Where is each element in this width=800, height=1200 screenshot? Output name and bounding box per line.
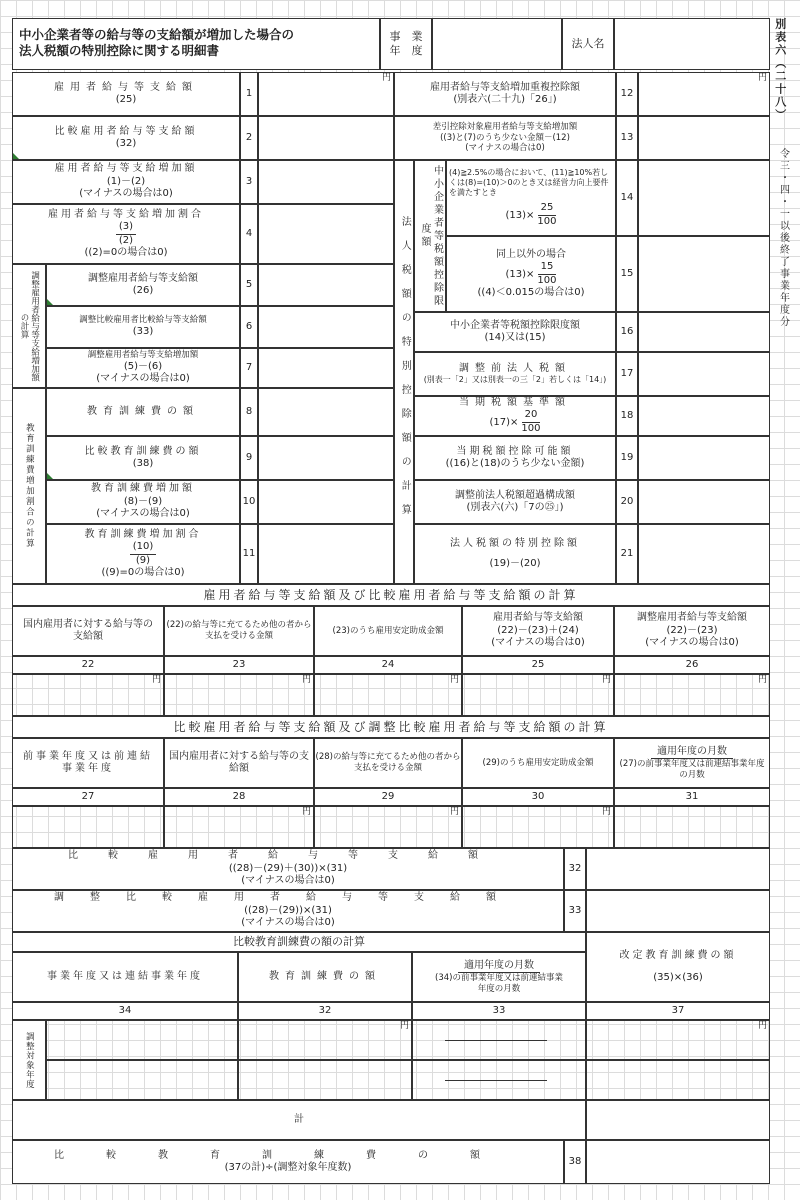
row-9-num: 9 bbox=[240, 436, 258, 480]
row-33-label: 調整比較雇用者給与等支給額 ((28)－(29))×(31) (マイナスの場合は0) bbox=[12, 890, 564, 932]
sec3-col-33-label: 適用年度の月数 (34)の前事業年度又は前連結事業年度の月数 bbox=[412, 952, 586, 1002]
adjust-year-1-edu[interactable]: 円 bbox=[238, 1020, 412, 1060]
sec2-col-29-label: (28)の給与等に充てるため他の者から支払を受ける金額 bbox=[314, 738, 462, 788]
row-1-label: 雇用者給与等支給額 (25) bbox=[12, 72, 240, 116]
row-32-num: 32 bbox=[564, 848, 586, 890]
row-18-num: 18 bbox=[616, 396, 638, 436]
row-8-num: 8 bbox=[240, 388, 258, 436]
sec1-col-23-label: (22)の給与等に充てるため他の者から支払を受ける金額 bbox=[164, 606, 314, 656]
row-11-field[interactable] bbox=[258, 524, 394, 584]
row-21-num: 21 bbox=[616, 524, 638, 584]
row-5-label: 調整雇用者給与等支給額 (26) bbox=[46, 264, 240, 306]
title-line-1: 中小企業者等の給与等の支給額が増加した場合の bbox=[19, 27, 295, 42]
sec3-col-32-label: 教育訓練費の額 bbox=[238, 952, 412, 1002]
row-15-num: 15 bbox=[616, 236, 638, 312]
row-1-num: 1 bbox=[240, 72, 258, 116]
sec3-title: 比較教育訓練費の額の計算 bbox=[12, 932, 586, 952]
row-7-label: 調整雇用者給与等支給増加額 (5)－(6) (マイナスの場合は0) bbox=[46, 348, 240, 388]
edu-group-label: 教育訓練費増加割合の計算 bbox=[12, 388, 46, 584]
corp-name-label: 法人名 bbox=[562, 18, 614, 70]
sec1-field-23[interactable]: 円 bbox=[164, 674, 314, 716]
adjust-year-2-period[interactable] bbox=[46, 1060, 238, 1100]
sec1-col-25-label: 雇用者給与等支給額 (22)－(23)＋(24) (マイナスの場合は0) bbox=[462, 606, 614, 656]
row-38-field[interactable] bbox=[586, 1140, 770, 1184]
row-14-field[interactable] bbox=[638, 160, 770, 236]
row-19-num: 19 bbox=[616, 436, 638, 480]
row-10-num: 10 bbox=[240, 480, 258, 524]
sme-limit-group-label: 中小企業者等税額控除限度額 bbox=[414, 160, 446, 312]
sec2-col-27-label: 前事業年度又は前連結事業年度 bbox=[12, 738, 164, 788]
sec1-field-25[interactable]: 円 bbox=[462, 674, 614, 716]
adjust-year-1-revised[interactable]: 円 bbox=[586, 1020, 770, 1060]
row-3-label: 雇用者給与等支給増加額 (1)－(2) (マイナスの場合は0) bbox=[12, 160, 240, 204]
row-18-label: 当期税額基準額 (17)× $\frac{20}{100}$ bbox=[414, 396, 616, 436]
sec2-num-30: 30 bbox=[462, 788, 614, 806]
adjust-year-2-months[interactable] bbox=[412, 1060, 586, 1100]
row-2-num: 2 bbox=[240, 116, 258, 160]
corp-name-field[interactable] bbox=[614, 18, 770, 70]
business-year-field[interactable] bbox=[432, 18, 562, 70]
sec2-col-30-label: (29)のうち雇用安定助成金額 bbox=[462, 738, 614, 788]
sec2-field-30[interactable]: 円 bbox=[462, 806, 614, 848]
sec3-num-32: 32 bbox=[238, 1002, 412, 1020]
row-9-label: 比較教育訓練費の額 (38) bbox=[46, 436, 240, 480]
row-20-field[interactable] bbox=[638, 480, 770, 524]
row-12-field[interactable]: 円 bbox=[638, 72, 770, 116]
row-8-label: 教育訓練費の額 bbox=[46, 388, 240, 436]
sec2-num-29: 29 bbox=[314, 788, 462, 806]
sec1-field-22[interactable]: 円 bbox=[12, 674, 164, 716]
row-3-field[interactable] bbox=[258, 160, 394, 204]
row-4-label: 雇用者給与等支給増加割合 $\frac{(3)}{(2)}$ ((2)=0の場合は0) bbox=[12, 204, 240, 264]
row-32-field[interactable] bbox=[586, 848, 770, 890]
row-20-num: 20 bbox=[616, 480, 638, 524]
sec1-col-24-label: (23)のうち雇用安定助成金額 bbox=[314, 606, 462, 656]
row-3-num: 3 bbox=[240, 160, 258, 204]
row-11-num: 11 bbox=[240, 524, 258, 584]
row-13-num: 13 bbox=[616, 116, 638, 160]
applies-label: 令三・四・一以後終了事業年度分 bbox=[777, 148, 789, 328]
row-16-label: 中小企業者等税額控除限度額 (14)又は(15) bbox=[414, 312, 616, 352]
title-line-2: 法人税額の特別控除に関する明細書 bbox=[19, 42, 220, 58]
row-20-label: 調整前法人税額超過構成額 (別表六(六)「7の㉕」) bbox=[414, 480, 616, 524]
sec3-num-34: 34 bbox=[12, 1002, 238, 1020]
row-1-field[interactable]: 円 bbox=[258, 72, 394, 116]
row-33-num: 33 bbox=[564, 890, 586, 932]
sec2-col-28-label: 国内雇用者に対する給与等の支給額 bbox=[164, 738, 314, 788]
row-21-label: 法人税額の特別控除額 (19)－(20) bbox=[414, 524, 616, 584]
sec1-title: 雇用者給与等支給額及び比較雇用者給与等支給額の計算 bbox=[12, 584, 770, 606]
business-year-label: 事 業 年 度 bbox=[380, 18, 432, 70]
sec2-field-28[interactable]: 円 bbox=[164, 806, 314, 848]
row-17-field[interactable] bbox=[638, 352, 770, 396]
row-12-num: 12 bbox=[616, 72, 638, 116]
row-5-field[interactable] bbox=[258, 264, 394, 306]
row-15-label: 同上以外の場合 (13)× $\frac{15}{100}$ ((4)＜0.015の場合は0) bbox=[446, 236, 616, 312]
sec2-field-27[interactable] bbox=[12, 806, 164, 848]
total-label: 計 bbox=[12, 1100, 586, 1140]
row-10-field[interactable] bbox=[258, 480, 394, 524]
row-16-field[interactable] bbox=[638, 312, 770, 352]
row-7-field[interactable] bbox=[258, 348, 394, 388]
adjust-year-2-revised[interactable] bbox=[586, 1060, 770, 1100]
sec1-num-26: 26 bbox=[614, 656, 770, 674]
row-13-field[interactable] bbox=[638, 116, 770, 160]
sec1-field-24[interactable]: 円 bbox=[314, 674, 462, 716]
sec3-num-37: 37 bbox=[586, 1002, 770, 1020]
total-field[interactable] bbox=[586, 1100, 770, 1140]
row-6-label: 調整比較雇用者比較給与等支給額 (33) bbox=[46, 306, 240, 348]
row-10-label: 教育訓練費増加額 (8)－(9) (マイナスの場合は0) bbox=[46, 480, 240, 524]
row-5-num: 5 bbox=[240, 264, 258, 306]
row-14-num: 14 bbox=[616, 160, 638, 236]
row-17-label: 調整前法人税額 (別表一「2」又は別表一の三「2」若しくは「14」) bbox=[414, 352, 616, 396]
row-14-label: (4)≧2.5%の場合において、(11)≧10%若しくは(8)=(10)＞0のとき又は経営力向上要件を満たすとき (13)× $\frac{25}{100}$ bbox=[446, 160, 616, 236]
row-8-field[interactable] bbox=[258, 388, 394, 436]
adjust-year-2-edu[interactable] bbox=[238, 1060, 412, 1100]
row-15-field[interactable] bbox=[638, 236, 770, 312]
row-12-label: 雇用者給与等支給増加重複控除額 (別表六(二十九)「26」) bbox=[394, 72, 616, 116]
sec1-col-26-label: 調整雇用者給与等支給額 (22)－(23) (マイナスの場合は0) bbox=[614, 606, 770, 656]
adjust-year-1-months[interactable] bbox=[412, 1020, 586, 1060]
form-title bbox=[12, 18, 380, 70]
sec2-num-27: 27 bbox=[12, 788, 164, 806]
row-2-field[interactable] bbox=[258, 116, 394, 160]
row-19-label: 当期税額控除可能額 ((16)と(18)のうち少ない金額) bbox=[414, 436, 616, 480]
row-33-field[interactable] bbox=[586, 890, 770, 932]
sec1-num-23: 23 bbox=[164, 656, 314, 674]
sec3-col-34-label: 事業年度又は連結事業年度 bbox=[12, 952, 238, 1002]
sec2-field-29[interactable]: 円 bbox=[314, 806, 462, 848]
row-6-field[interactable] bbox=[258, 306, 394, 348]
row-13-label: 差引控除対象雇用者給与等支給増加額 ((3)と(7)のうち少ない金額－(12) (マイナスの場合は0) bbox=[394, 116, 616, 160]
row-7-num: 7 bbox=[240, 348, 258, 388]
row-32-label: 比較雇用者給与等支給額 ((28)－(29)＋(30))×(31) (マイナスの場合は0) bbox=[12, 848, 564, 890]
row-18-field[interactable] bbox=[638, 396, 770, 436]
sec1-num-22: 22 bbox=[12, 656, 164, 674]
sec2-num-28: 28 bbox=[164, 788, 314, 806]
sec2-num-31: 31 bbox=[614, 788, 770, 806]
row-4-field[interactable] bbox=[258, 204, 394, 264]
adjust-year-label: 調整対象年度 bbox=[12, 1020, 46, 1100]
row-2-label: 比較雇用者給与等支給額 (32) bbox=[12, 116, 240, 160]
row-21-field[interactable] bbox=[638, 524, 770, 584]
sec1-num-24: 24 bbox=[314, 656, 462, 674]
sec2-title: 比較雇用者給与等支給額及び調整比較雇用者給与等支給額の計算 bbox=[12, 716, 770, 738]
sec2-field-31[interactable] bbox=[614, 806, 770, 848]
sec1-num-25: 25 bbox=[462, 656, 614, 674]
row-9-field[interactable] bbox=[258, 436, 394, 480]
row-17-num: 17 bbox=[616, 352, 638, 396]
sec1-field-26[interactable]: 円 bbox=[614, 674, 770, 716]
row-4-num: 4 bbox=[240, 204, 258, 264]
form-number-label: 別表六（二十八） bbox=[773, 18, 787, 122]
row-38-num: 38 bbox=[564, 1140, 586, 1184]
row-19-field[interactable] bbox=[638, 436, 770, 480]
sec2-col-31-label: 適用年度の月数 (27)の前事業年度又は前連結事業年度の月数 bbox=[614, 738, 770, 788]
sec3-num-33: 33 bbox=[412, 1002, 586, 1020]
row-11-label: 教育訓練費増加割合 $\frac{(10)}{(9)}$ ((9)=0の場合は0) bbox=[46, 524, 240, 584]
sec3-col-37-label: 改定教育訓練費の額 (35)×(36) bbox=[586, 932, 770, 1002]
row-16-num: 16 bbox=[616, 312, 638, 352]
adjust-group-label: 調整雇用者給与等支給増加額の計算 bbox=[12, 264, 46, 388]
sec1-col-22-label: 国内雇用者に対する給与等の支給額 bbox=[12, 606, 164, 656]
row-6-num: 6 bbox=[240, 306, 258, 348]
adjust-year-1-period[interactable] bbox=[46, 1020, 238, 1060]
credit-group-label: 法人税額の特別控除額の計算 bbox=[394, 160, 414, 584]
row-38-label: 比較教育訓練費の額 (37の計)÷(調整対象年度数) bbox=[12, 1140, 564, 1184]
